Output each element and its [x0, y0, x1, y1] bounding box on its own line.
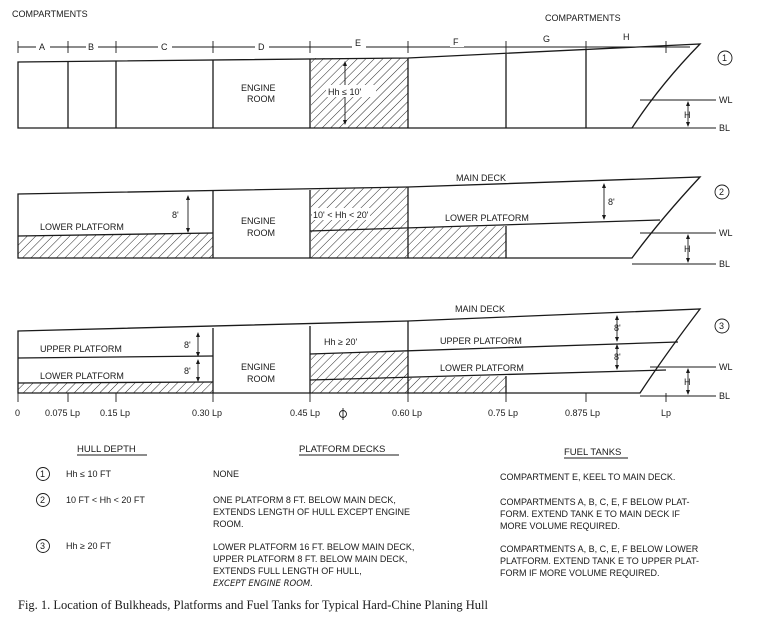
main-deck-label-2: MAIN DECK — [456, 173, 507, 183]
wl-label-2: WL — [719, 228, 733, 238]
lower-platform-left-label-2: LOWER PLATFORM — [40, 222, 124, 232]
engine-room-label-1a: ENGINE — [241, 83, 276, 93]
main-deck-label-3: MAIN DECK — [455, 304, 506, 314]
platform-row-3-line-1: LOWER PLATFORM 16 FT. BELOW MAIN DECK, — [213, 542, 415, 552]
diagram-number-2: 2 — [719, 187, 725, 197]
fuel-row-2-line-1: COMPARTMENTS A, B, C, E, F BELOW PLAT- — [500, 497, 690, 507]
station-030: 0.30 Lp — [192, 408, 223, 418]
figure-caption: Fig. 1. Location of Bulkheads, Platforms and Fuel Tanks for Typical Hard-Chine Planing Hull — [18, 598, 488, 612]
fuel-tanks-header: FUEL TANKS — [564, 447, 622, 458]
compartments-label-right: COMPARTMENTS — [545, 13, 621, 23]
bl-label-3: BL — [719, 391, 731, 401]
upper-platform-left-label-3: UPPER PLATFORM — [40, 344, 122, 354]
hull-depth-row-2: 10 FT < Hh < 20 FT — [66, 495, 145, 505]
hull-depth-header: HULL DEPTH — [77, 444, 136, 455]
platform-row-3-line-3: EXTENDS FULL LENGTH OF HULL, — [213, 566, 362, 576]
station-lp: Lp — [661, 408, 672, 418]
row-number-3: 3 — [40, 541, 46, 551]
compartment-letter-c: C — [161, 42, 168, 52]
bl-label-1: BL — [719, 123, 731, 133]
lower-platform-left-label-3: LOWER PLATFORM — [40, 371, 124, 381]
fuel-row-2-line-3: MORE VOLUME REQUIRED. — [500, 521, 621, 531]
hull-depth-row-3: Hh ≥ 20 FT — [66, 541, 111, 551]
platform-row-3-line-2: UPPER PLATFORM 8 FT. BELOW MAIN DECK, — [213, 554, 408, 564]
station-0075: 0.075 Lp — [45, 408, 81, 418]
compartment-letter-d: D — [258, 42, 265, 52]
platform-row-2-line-1: ONE PLATFORM 8 FT. BELOW MAIN DECK, — [213, 495, 396, 505]
compartment-letter-g: G — [543, 34, 551, 44]
fuel-row-3-line-2: PLATFORM. EXTEND TANK E TO UPPER PLAT- — [500, 556, 700, 566]
station-045: 0.45 Lp — [290, 408, 321, 418]
compartment-letter-h: H — [623, 32, 630, 42]
platform-row-1-line-1: NONE — [213, 469, 240, 479]
row-number-1: 1 — [40, 469, 46, 479]
station-015: 0.15 Lp — [100, 408, 131, 418]
station-0875: 0.875 Lp — [565, 408, 601, 418]
compartment-letter-a: A — [39, 42, 46, 52]
engine-room-label-2a: ENGINE — [241, 216, 276, 226]
engine-room-label-3a: ENGINE — [241, 362, 276, 372]
hull-profile-2 — [18, 177, 716, 264]
compartment-letters — [36, 30, 634, 52]
platform-row-2-line-2: EXTENDS LENGTH OF HULL EXCEPT ENGINE — [213, 507, 411, 517]
upper-platform-right-label-3: UPPER PLATFORM — [440, 336, 522, 346]
h-label-2: H — [684, 244, 691, 254]
row-number-2: 2 — [40, 495, 46, 505]
fuel-row-1-line-1: COMPARTMENT E, KEEL TO MAIN DECK. — [500, 472, 676, 482]
lower-tanks-left-3 — [18, 382, 213, 393]
engine-room-label-1b: ROOM — [247, 94, 275, 104]
hull-profile-3 — [18, 309, 716, 396]
dim-8ft-right-top-3: 8' — [614, 323, 621, 333]
dim-8ft-left-2: 8' — [172, 210, 179, 220]
wl-label-1: WL — [719, 95, 733, 105]
platform-decks-header: PLATFORM DECKS — [299, 444, 386, 455]
platform-row-2-line-3: ROOM. — [213, 519, 244, 529]
tank-height-label-2: 10' < Hh < 20' — [313, 210, 369, 220]
h-label-1: H — [684, 110, 691, 120]
dim-8ft-right-bottom-3: 8' — [614, 352, 621, 362]
wl-label-3: WL — [719, 362, 733, 372]
lower-platform-right-label-3: LOWER PLATFORM — [440, 363, 524, 373]
platform-row-3-line-4: EXCEPT ENGINE ROOM. — [213, 579, 313, 589]
hull-depth-row-1: Hh ≤ 10 FT — [66, 469, 111, 479]
tank-height-label-3: Hh ≥ 20' — [324, 337, 358, 347]
dim-8ft-left-top-3: 8' — [184, 340, 191, 350]
h-label-3: H — [684, 377, 691, 387]
diagram-number-3: 3 — [719, 321, 725, 331]
station-060: 0.60 Lp — [392, 408, 423, 418]
engine-room-label-2b: ROOM — [247, 228, 275, 238]
fuel-row-3-line-3: FORM IF MORE VOLUME REQUIRED. — [500, 568, 660, 578]
fuel-row-3-line-1: COMPARTMENTS A, B, C, E, F BELOW LOWER — [500, 544, 699, 554]
compartment-letter-f: F — [453, 37, 459, 47]
lower-tanks-left-2 — [18, 233, 213, 258]
station-0: 0 — [15, 408, 21, 418]
station-075: 0.75 Lp — [488, 408, 519, 418]
compartment-letter-e: E — [355, 38, 362, 48]
bl-label-2: BL — [719, 259, 731, 269]
dim-8ft-right-2: 8' — [608, 197, 615, 207]
fuel-tank-e-extension-3 — [311, 352, 408, 380]
engine-room-label-3b: ROOM — [247, 374, 275, 384]
dim-8ft-left-bottom-3: 8' — [184, 366, 191, 376]
diagram-number-1: 1 — [722, 53, 728, 63]
tank-height-label-1: Hh ≤ 10' — [328, 87, 362, 97]
fuel-row-2-line-2: FORM. EXTEND TANK E TO MAIN DECK IF — [500, 509, 680, 519]
compartments-label-left: COMPARTMENTS — [12, 9, 88, 19]
compartment-letter-b: B — [88, 42, 95, 52]
lower-platform-right-label-2: LOWER PLATFORM — [445, 213, 529, 223]
